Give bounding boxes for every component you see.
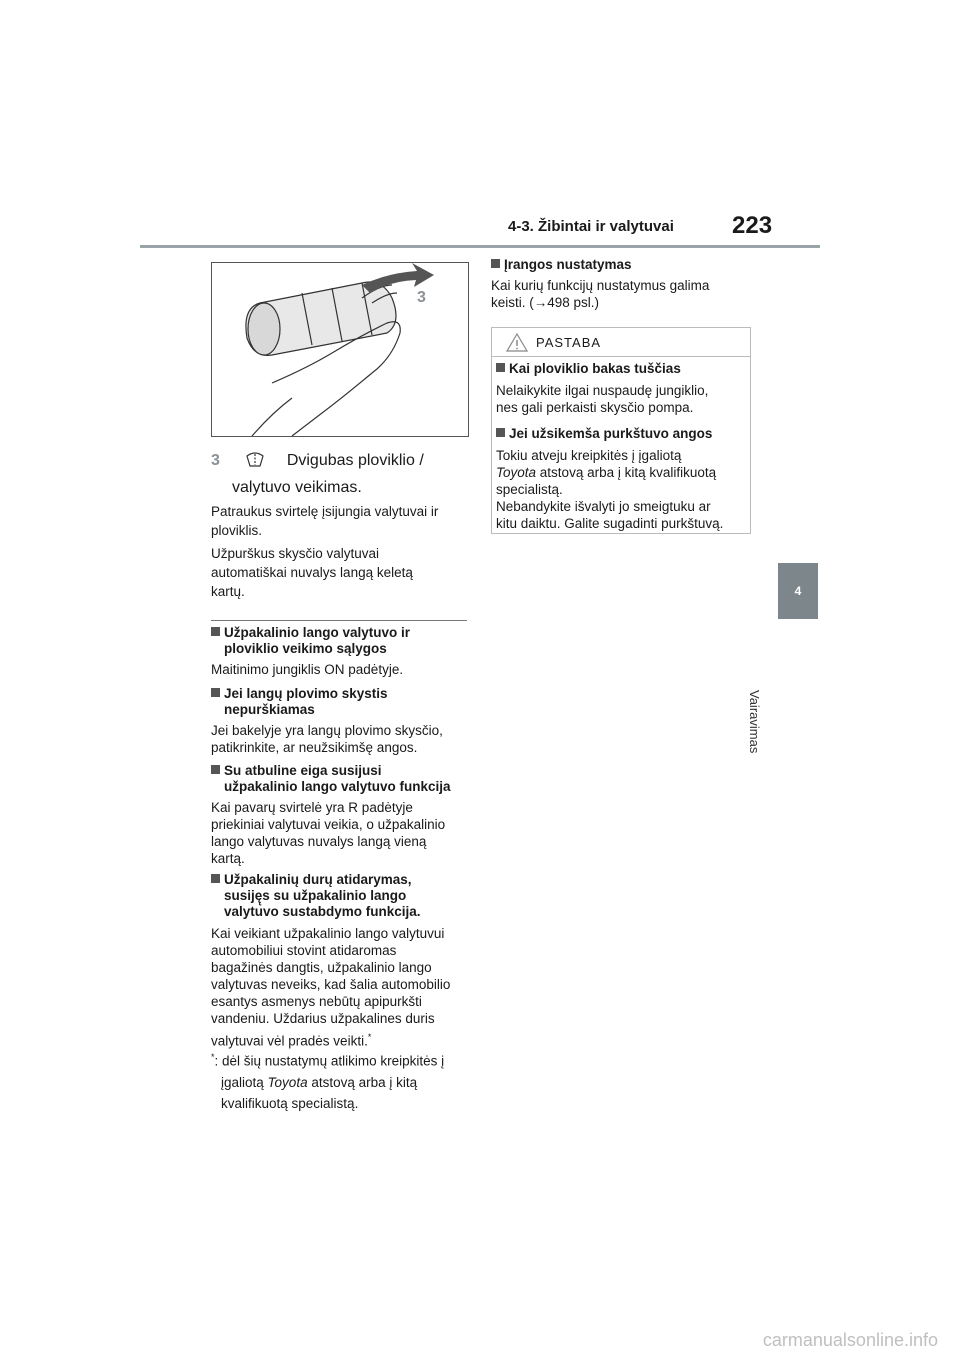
square-bullet-icon — [211, 627, 220, 636]
text-line: automatiškai nuvalys langą keletą — [211, 565, 413, 580]
text-line: Kai pavarų svirtelė yra R padėtyje — [211, 800, 413, 815]
text-line: bagažinės dangtis, užpakalinio lango — [211, 960, 432, 975]
text-line: Kai kurių funkcijų nustatymus galima — [491, 278, 710, 293]
text-line: priekiniai valytuvai veikia, o užpakalinio — [211, 817, 446, 832]
hand-pulling-lever-icon — [212, 263, 468, 436]
step-paragraph-2 — [211, 544, 469, 601]
text-line: kitu daiktu. Galite sugadinti purkštuvą. — [496, 516, 724, 531]
note-item-heading: Kai ploviklio bakas tuščias — [509, 361, 681, 376]
note-item-clogged-nozzle — [496, 426, 748, 532]
warning-triangle-icon — [506, 333, 528, 357]
chapter-tab: 4 — [778, 563, 818, 619]
section-heading-cont: nepurškiamas — [224, 702, 315, 717]
note-item-empty-tank — [496, 361, 746, 416]
text-line: Patraukus svirtelę įsijungia valytuvai ir — [211, 504, 439, 519]
text-line: kartą. — [211, 851, 245, 866]
text-fragment: keisti. ( — [491, 295, 534, 310]
section-divider — [211, 620, 467, 621]
figure-callout: 3 — [417, 289, 426, 306]
text-line: valytuvas neveiks, kad šalia automobilio — [211, 977, 451, 992]
section-heading: Užpakalinio lango valytuvo ir — [224, 625, 411, 640]
watermark: carmanualsonline.info — [762, 1330, 938, 1350]
wiper-lever-illustration — [211, 262, 469, 437]
text-fragment: atstovą arba į kitą kvalifikuotą — [536, 465, 717, 480]
text-line: automobiliui stovint atidaromas — [211, 943, 397, 958]
square-bullet-icon — [491, 259, 500, 268]
square-bullet-icon — [211, 765, 220, 774]
section-heading-cont: užpakalinio lango valytuvo funkcija — [224, 779, 451, 794]
text-line: : dėl šių nustatymų atlikimo kreipkitės į — [214, 1053, 445, 1069]
text-line: valytuvai vėl pradės veikti. — [211, 1033, 368, 1049]
brand-name: Toyota — [496, 465, 537, 480]
text-line: lango valytuvas nuvalys langą vieną — [211, 834, 427, 849]
section-heading: Su atbuline eiga susijusi — [224, 763, 382, 778]
text-line: ploviklis. — [211, 523, 263, 538]
square-bullet-icon — [211, 874, 220, 883]
section-rear-wiper-conditions — [211, 625, 469, 678]
section-heading-cont: susiję̨s su užpakalinio lango — [224, 888, 407, 903]
text-line: Jei bakelyje yra langų plovimo skysčio, — [211, 723, 443, 738]
section-heading-cont: valytuvo sustabdymo funkcija. — [224, 904, 421, 919]
text-line: kvalifikuotą specialistą. — [221, 1095, 359, 1111]
text-line: vandeniu. Uždarius užpakalines duris — [211, 1011, 435, 1026]
section-heading: Įrangos nustatymas — [504, 257, 632, 272]
section-settings — [491, 257, 751, 311]
square-bullet-icon — [496, 363, 505, 372]
text-line: patikrinkite, ar neužsikimšę angos. — [211, 740, 418, 755]
section-heading: Užpakalinių durų atidarymas, — [224, 872, 412, 887]
text-line: Maitinimo jungiklis ON padėtyje. — [211, 662, 404, 677]
text-line: kartų. — [211, 584, 245, 599]
brand-name: Toyota — [267, 1074, 308, 1090]
square-bullet-icon — [211, 688, 220, 697]
washer-wiper-icon — [244, 450, 266, 468]
text-line: Nelaikykite ilgai nuspaudę jungiklio, — [496, 383, 709, 398]
text-fragment: įgaliotą — [221, 1074, 268, 1090]
note-title: PASTABA — [536, 335, 602, 350]
text-line: Užpurškus skysčio valytuvai — [211, 546, 380, 561]
note-header — [492, 328, 750, 357]
section-heading-cont: ploviklio veikimo sąlygos — [224, 641, 387, 656]
step-paragraph-1 — [211, 502, 469, 540]
text-line: nes gali perkaisti skysčio pompa. — [496, 400, 694, 415]
header-divider — [140, 245, 820, 248]
section-heading: Jei langų plovimo skystis — [224, 686, 388, 701]
step-number: 3 — [211, 452, 220, 469]
text-line: Kai veikiant užpakalinio lango valytuvui — [211, 926, 445, 941]
step-3 — [211, 450, 469, 470]
chapter-tab-label: Vairavimas — [747, 690, 762, 754]
section-reverse-wiper — [211, 763, 469, 867]
text-line: Tokiu atveju kreipkitės į įgaliotą — [496, 448, 682, 463]
step-title-line1: Dvigubas ploviklio / — [286, 452, 424, 469]
section-rear-door-stop — [211, 872, 469, 1052]
section-no-washer-fluid — [211, 686, 469, 756]
text-fragment: atstovą arba į kitą — [307, 1074, 418, 1090]
text-line: specialistą. — [496, 482, 563, 497]
section-title: 4-3. Žibintai ir valytuvai — [508, 218, 674, 235]
arrow-icon: → — [533, 295, 548, 310]
text-line: esantys asmenys nebūtų apipurkšti — [211, 994, 422, 1009]
page-number: 223 — [732, 212, 773, 239]
note-item-heading: Jei užsikemša purkštuvo angos — [509, 426, 713, 441]
step-title-line2: valytuvo veikimas. — [232, 479, 362, 496]
square-bullet-icon — [496, 428, 505, 437]
footnote-mark: * — [367, 1032, 372, 1042]
page-reference-link[interactable]: 498 psl.) — [547, 295, 600, 310]
footnote-mark: * — [211, 1052, 215, 1062]
text-line: Nebandykite išvalyti jo smeigtuku ar — [496, 499, 711, 514]
footnote — [211, 1047, 469, 1114]
